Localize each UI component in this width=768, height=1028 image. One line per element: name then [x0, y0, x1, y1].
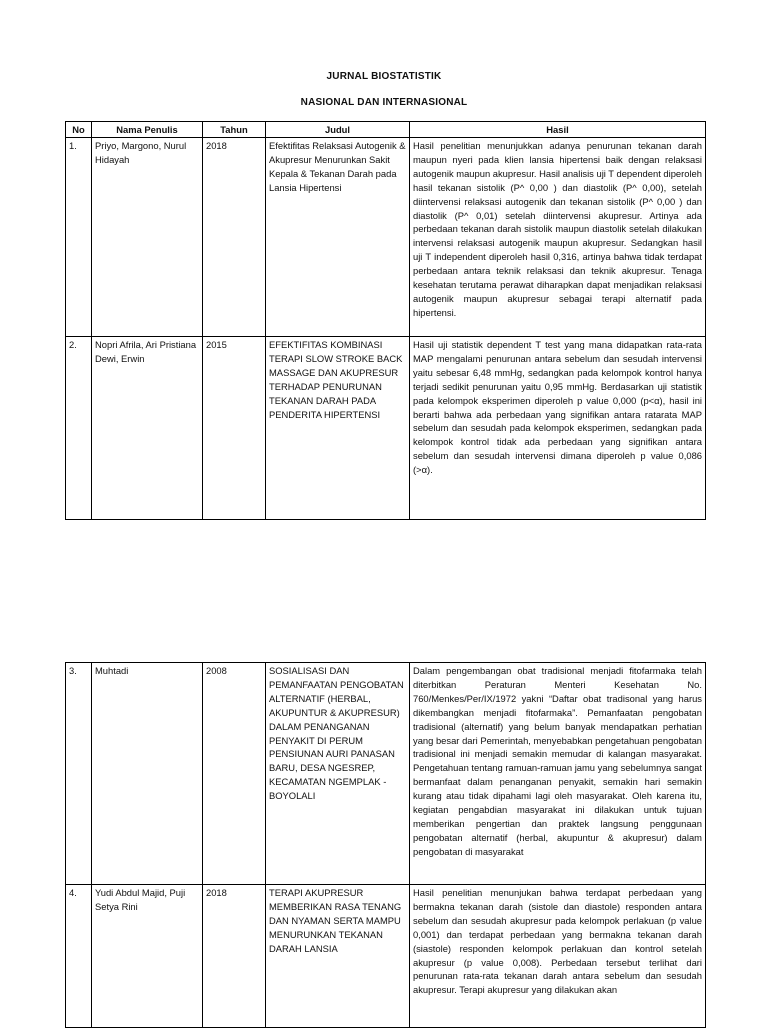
cell-penulis: Priyo, Margono, Nurul Hidayah: [92, 138, 203, 337]
table-row: [66, 337, 706, 520]
cell-no: 1.: [66, 138, 92, 337]
table-header-row: [66, 122, 706, 138]
header-nama-penulis: Nama Penulis: [92, 122, 203, 138]
cell-tahun: 2008: [203, 663, 266, 885]
cell-judul: TERAPI AKUPRESUR MEMBERIKAN RASA TENANG DAN NYAMAN SERTA MAMPU MENURUNKAN TEKANAN DARAH LANSIA: [266, 885, 410, 1028]
document-subtitle: NASIONAL DAN INTERNASIONAL: [300, 97, 468, 108]
cell-hasil: Hasil penelitian menunjukan bahwa terdapat perbedaan yang bermakna tekanan darah (sistole dan diastole) responden antara sebelum dan sesudah akupresur pada kelompok perlakuan (p value 0,001) dan terdapat perbedaan yang bermakna tekanan darah (siastole) responden kelompok perlakuan dan kontrol setelah akupresur (p value 0,008). Perbedaan tersebut terlihat dari penurunan rata-rata tekanan darah antara sebelum dan sesudah akupresur. Terapi akupresur yang dilakukan akan: [410, 885, 706, 1028]
cell-no: 2.: [66, 337, 92, 520]
header-hasil: Hasil: [410, 122, 706, 138]
cell-hasil: Dalam pengembangan obat tradisional menjadi fitofarmaka telah diterbitkan Peraturan Menteri Kesehatan No. 760/Menkes/Per/IX/1972 yakni “Daftar obat tradisonal yang harus dikembangkan menjadi fitofarmaka”. Pemanfaatan pengobatan tradisional (alternatif) yang belum banyak mendapatkan perhatian yang besar dari Pemerintah, menyebabkan pengetahuan pengobatan tradisional ini menjadi semakin memudar di kalangan masyarakat. Pengetahuan tentang ramuan-ramuan jamu yang sebelumnya sangat bermanfaat dalam penanganan penyakit, semakin hari semakin kurang atau tidak dipahami lagi oleh masyarakat. Oleh karena itu, kegiatan pengabdian masyarakat ini dilakukan untuk tujuan memberikan pengertian dan praktek langsung penggunaan pengobatan alternatif (herbal, akupuntur & akupresur) dalam pengobatan di masyarakat: [410, 663, 706, 885]
header-tahun: Tahun: [203, 122, 266, 138]
document-title: JURNAL BIOSTATISTIK: [326, 71, 442, 82]
cell-judul: EFEKTIFITAS KOMBINASI TERAPI SLOW STROKE BACK MASSAGE DAN AKUPRESUR TERHADAP PENURUNAN TEKANAN DARAH PADA PENDERITA HIPERTENSI: [266, 337, 410, 520]
cell-hasil: Hasil penelitian menunjukkan adanya penurunan tekanan darah maupun nyeri pada klien lansia hipertensi baik dengan relaksasi autogenik maupun akupresur. Hasil analisis uji T dependent diperoleh hasil tekanan sistolik (P^ 0,00 ) dan diastolik (P^ 0,00), setelah diintervensi relaksasi autogenik dan tekanan sistolik (P^ 0,00 ) dan diastolik (P^ 0,01) setelah diintervensi akupresur. Artinya ada perbedaan tekanan darah sistolik maupun diastolik setelah dilakukan intervensi relaksasi autogenik maupun akupresur. Sedangkan hasil uji T independent diperoleh hasil 0,316, artinya bahwa tidak terdapat perbedaan antara teknik relaksasi dan teknik akupresur. Tenaga kesehatan terutama perawat diharapkan dapat menjadikan relaksasi autogenik maupun akupresur sebagai terapi alternatif pada hipertensi.: [410, 138, 706, 337]
header-judul: Judul: [266, 122, 410, 138]
cell-no: 4.: [66, 885, 92, 1028]
cell-penulis: Nopri Afrila, Ari Pristiana Dewi, Erwin: [92, 337, 203, 520]
cell-tahun: 2018: [203, 138, 266, 337]
cell-penulis: Muhtadi: [92, 663, 203, 885]
cell-judul: Efektifitas Relaksasi Autogenik & Akupresur Menurunkan Sakit Kepala & Tekanan Darah pada Lansia Hipertensi: [266, 138, 410, 337]
journal-table-page1: [65, 121, 706, 520]
cell-hasil: Hasil uji statistik dependent T test yang mana didapatkan rata-rata MAP mengalami penurunan antara sebelum dan sesudah intervensi yaitu sebesar 6,48 mmHg, sedangkan pada kelompok kontrol hanya terjadi sedikit penurunan yaitu 0,95 mmHg. Berdasarkan uji statistik pada kelompok eksperimen diperoleh p value 0,000 (p<α), hasil ini berarti bahwa ada perbedaan yang signifikan antara ratarata MAP sebelum dan sesudah pada kelompok eksperimen, sedangkan pada kelompok kontrol tidak ada perbedaan yang signifikan antara sebelum dan sesudah intervensi dimana diperoleh p value 0,086 (>α).: [410, 337, 706, 520]
table-row: [66, 138, 706, 337]
table-row: [66, 885, 706, 1028]
cell-penulis: Yudi Abdul Majid, Puji Setya Rini: [92, 885, 203, 1028]
table-row: [66, 663, 706, 885]
cell-tahun: 2015: [203, 337, 266, 520]
header-no: No: [66, 122, 92, 138]
cell-no: 3.: [66, 663, 92, 885]
journal-table-page2: [65, 662, 706, 1028]
cell-judul: SOSIALISASI DAN PEMANFAATAN PENGOBATAN ALTERNATIF (HERBAL, AKUPUNTUR & AKUPRESUR) DALAM PENANGANAN PENYAKIT DI PERUM PENSIUNAN AURI PANASAN BARU, DESA NGESREP, KECAMATAN NGEMPLAK - BOYOLALI: [266, 663, 410, 885]
cell-tahun: 2018: [203, 885, 266, 1028]
